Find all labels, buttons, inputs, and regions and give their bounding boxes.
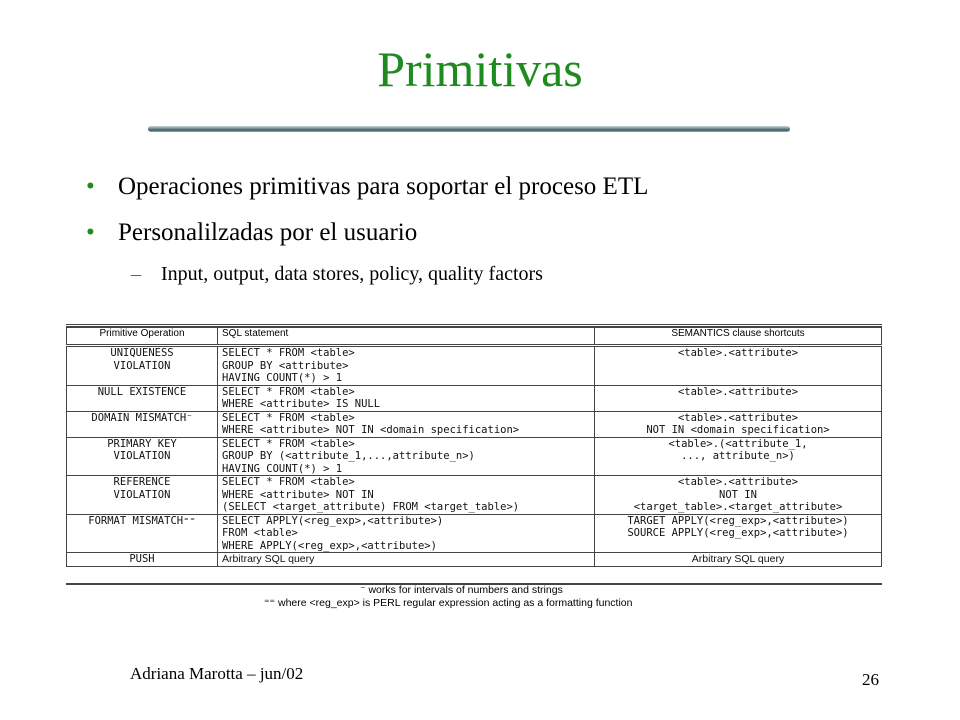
table-row xyxy=(67,553,882,567)
cell-line: <table>.<attribute> xyxy=(677,347,799,359)
table-row xyxy=(67,346,882,386)
cell-line: SELECT * FROM <table> xyxy=(222,411,355,424)
table-header-row xyxy=(67,328,882,346)
cell-semantics xyxy=(595,553,882,567)
cell-primitive-operation xyxy=(67,514,218,553)
dash-icon: – xyxy=(131,263,141,285)
cell-line: SOURCE APPLY(<reg_exp>,<attribute>) xyxy=(627,527,849,539)
cell-line: (SELECT <target_attribute) FROM <target_table>) xyxy=(222,501,520,513)
bullet-dot-icon: • xyxy=(86,219,95,246)
cell-semantics xyxy=(595,476,882,515)
cell-line: WHERE <attribute> IS NULL xyxy=(222,398,381,410)
cell-line: HAVING COUNT(*) > 1 xyxy=(222,372,343,384)
cell-line: TARGET APPLY(<reg_exp>,<attribute>) xyxy=(627,514,849,527)
cell-line: GROUP BY (<attribute_1,...,attribute_n>) xyxy=(222,450,475,462)
cell-semantics xyxy=(595,385,882,411)
header-primitive-operation: Primitive Operation xyxy=(67,328,218,346)
cell-line: HAVING COUNT(*) > 1 xyxy=(222,462,343,475)
cell-line: NULL EXISTENCE xyxy=(97,385,187,398)
cell-line: REFERENCE xyxy=(113,476,171,488)
cell-sql-statement xyxy=(218,385,595,411)
cell-primitive-operation xyxy=(67,411,218,437)
bullet-dot-icon: • xyxy=(86,173,95,200)
bullet-text: Operaciones primitivas para soportar el proceso ETL xyxy=(118,173,649,200)
cell-line: <table>.<attribute> xyxy=(677,385,799,398)
cell-line: FORMAT MISMATCH⁼⁼ xyxy=(88,514,196,527)
cell-line: VIOLATION xyxy=(113,450,171,462)
cell-line: WHERE <attribute> NOT IN <domain specification> xyxy=(222,424,520,436)
cell-line: <table>.<attribute> xyxy=(677,411,799,424)
cell-semantics xyxy=(595,437,882,476)
cell-line: SELECT * FROM <table> xyxy=(222,347,355,359)
cell-line: VIOLATION xyxy=(113,488,171,501)
cell-line: <table>.(<attribute_1, xyxy=(668,437,808,450)
page-number: 26 xyxy=(862,670,879,689)
title-divider xyxy=(148,126,790,132)
cell-line: Arbitrary SQL query xyxy=(691,553,785,565)
cell-semantics xyxy=(595,346,882,386)
slide-title: Primitivas xyxy=(377,41,583,97)
cell-line: UNIQUENESS xyxy=(110,347,174,359)
cell-line: Arbitrary SQL query xyxy=(222,553,315,565)
cell-line: WHERE APPLY(<reg_exp>,<attribute>) xyxy=(222,539,437,552)
table-body xyxy=(67,346,882,567)
cell-primitive-operation xyxy=(67,553,218,567)
footer-author: Adriana Marotta – jun/02 xyxy=(130,664,304,683)
bullet-text: Personalilzadas por el usuario xyxy=(118,219,418,246)
footnote: ⁼⁼ where <reg_exp> is PERL regular expression acting as a formatting function xyxy=(264,597,633,609)
table-row xyxy=(67,476,882,515)
cell-line: PRIMARY KEY xyxy=(107,437,177,450)
cell-sql-statement xyxy=(218,346,595,386)
cell-line: SELECT * FROM <table> xyxy=(222,476,355,488)
table-row xyxy=(67,411,882,437)
sub-bullet-text: Input, output, data stores, policy, quality factors xyxy=(161,263,543,285)
cell-line: ..., attribute_n>) xyxy=(681,450,795,462)
cell-line: <table>.<attribute> xyxy=(677,476,799,488)
header-sql-statement: SQL statement xyxy=(218,328,595,346)
cell-sql-statement xyxy=(218,476,595,515)
cell-line: WHERE <attribute> NOT IN xyxy=(222,488,374,501)
cell-line: PUSH xyxy=(129,553,155,565)
cell-sql-statement xyxy=(218,411,595,437)
cell-sql-statement xyxy=(218,514,595,553)
cell-line: SELECT APPLY(<reg_exp>,<attribute>) xyxy=(222,514,444,527)
cell-line: SELECT * FROM <table> xyxy=(222,437,355,450)
bullet-item xyxy=(86,219,417,247)
cell-line: VIOLATION xyxy=(113,359,171,372)
table xyxy=(66,327,882,567)
cell-primitive-operation xyxy=(67,385,218,411)
cell-semantics xyxy=(595,411,882,437)
cell-primitive-operation xyxy=(67,346,218,386)
cell-primitive-operation xyxy=(67,476,218,515)
cell-line: GROUP BY <attribute> xyxy=(222,359,349,372)
cell-primitive-operation xyxy=(67,437,218,476)
table-row xyxy=(67,437,882,476)
cell-line: DOMAIN MISMATCH⁻ xyxy=(91,411,193,424)
cell-line: NOT IN <domain specification> xyxy=(646,424,830,436)
header-semantics: SEMANTICS clause shortcuts xyxy=(595,328,882,346)
bullet-item xyxy=(86,173,648,201)
cell-line: FROM <table> xyxy=(222,527,298,539)
cell-line: SELECT * FROM <table> xyxy=(222,385,355,398)
table-row xyxy=(67,385,882,411)
cell-line: NOT IN xyxy=(719,488,757,501)
cell-sql-statement xyxy=(218,437,595,476)
table-row xyxy=(67,514,882,553)
sub-bullet-item xyxy=(131,263,543,286)
cell-semantics xyxy=(595,514,882,553)
cell-line: <target_table>.<target_attribute> xyxy=(633,501,843,513)
footnote: ⁻ works for intervals of numbers and strings xyxy=(360,584,563,596)
cell-sql-statement xyxy=(218,553,595,567)
primitives-table xyxy=(66,324,882,585)
